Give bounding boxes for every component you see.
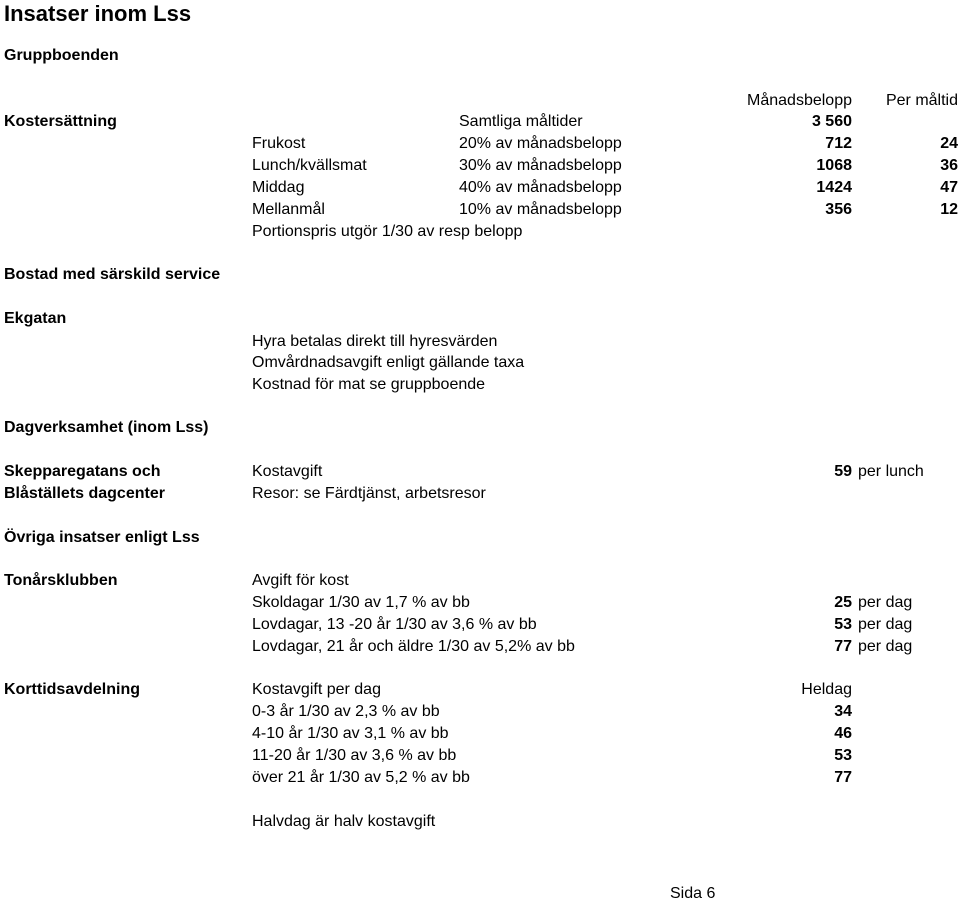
dagcenter-label-line1: Skepparegatans och	[4, 463, 161, 480]
meal-name: Frukost	[252, 135, 306, 152]
kort-row-text: 4-10 år 1/30 av 3,1 % av bb	[252, 725, 449, 742]
meal-monthly: 356	[825, 201, 852, 218]
section-heading-bostad: Bostad med särskild service	[4, 266, 221, 283]
tonars-intro: Avgift för kost	[252, 572, 349, 589]
column-header-monthly: Månadsbelopp	[747, 92, 852, 109]
bostad-line: Omvårdnadsavgift enligt gällande taxa	[252, 354, 525, 371]
resor-note: Resor: se Färdtjänst, arbetsresor	[252, 485, 486, 502]
kort-row-value: 53	[834, 747, 852, 764]
kort-row-text: 0-3 år 1/30 av 2,3 % av bb	[252, 703, 440, 720]
meal-share: 20% av månadsbelopp	[459, 135, 622, 152]
meal-monthly: 1068	[816, 157, 852, 174]
meal-per-meal: 36	[940, 157, 958, 174]
kostavgift-unit: per lunch	[858, 463, 924, 480]
tonarsklubben-label: Tonårsklubben	[4, 572, 118, 589]
tonars-row-value: 77	[834, 638, 852, 655]
kort-row-value: 46	[834, 725, 852, 742]
meal-monthly: 712	[825, 135, 852, 152]
kort-column-heldag: Heldag	[801, 681, 852, 698]
tonars-row-value: 53	[834, 616, 852, 633]
section-heading-gruppboenden: Gruppboenden	[4, 47, 119, 64]
kostersattning-label: Kostersättning	[4, 113, 117, 130]
meal-share: 40% av månadsbelopp	[459, 179, 622, 196]
meal-name: Middag	[252, 179, 305, 196]
halvdag-note: Halvdag är halv kostavgift	[252, 813, 436, 830]
meal-share: 10% av månadsbelopp	[459, 201, 622, 218]
column-header-per-meal: Per måltid	[885, 92, 958, 109]
meal-per-meal: 47	[940, 179, 958, 196]
section-heading-ovriga: Övriga insatser enligt Lss	[4, 529, 200, 546]
tonars-row-unit: per dag	[858, 594, 913, 611]
page-title: Insatser inom Lss	[4, 1, 192, 26]
meal-share: 30% av månadsbelopp	[459, 157, 622, 174]
ekgatan-label: Ekgatan	[4, 310, 67, 327]
section-heading-dagverksamhet: Dagverksamhet (inom Lss)	[4, 419, 209, 436]
tonars-row-unit: per dag	[858, 616, 913, 633]
meal-per-meal: 24	[940, 135, 958, 152]
meal-name: Lunch/kvällsmat	[252, 157, 367, 174]
korttidsavdelning-label: Korttidsavdelning	[4, 681, 141, 698]
kort-row-text: 11-20 år 1/30 av 3,6 % av bb	[252, 747, 457, 764]
tonars-row-text: Skoldagar 1/30 av 1,7 % av bb	[252, 594, 470, 611]
kort-row-text: över 21 år 1/30 av 5,2 % av bb	[252, 769, 470, 786]
bostad-line: Hyra betalas direkt till hyresvärden	[252, 333, 498, 350]
dagcenter-label-line2: Blåställets dagcenter	[4, 485, 165, 502]
tonars-row-text: Lovdagar, 21 år och äldre 1/30 av 5,2% av bb	[252, 638, 575, 655]
kort-row-value: 34	[834, 703, 852, 720]
all-meals-amount: 3 560	[811, 113, 852, 130]
meal-name: Mellanmål	[252, 201, 325, 218]
all-meals-label: Samtliga måltider	[459, 113, 583, 130]
meal-monthly: 1424	[816, 179, 852, 196]
bostad-line: Kostnad för mat se gruppboende	[252, 376, 486, 393]
kostavgift-label: Kostavgift	[252, 463, 323, 480]
kort-row-value: 77	[834, 769, 852, 786]
kostavgift-value: 59	[834, 463, 852, 480]
tonars-row-text: Lovdagar, 13 -20 år 1/30 av 3,6 % av bb	[252, 616, 537, 633]
meal-per-meal: 12	[940, 201, 958, 218]
tonars-row-unit: per dag	[858, 638, 913, 655]
page-number: Sida 6	[670, 885, 716, 902]
portion-note: Portionspris utgör 1/30 av resp belopp	[252, 223, 523, 240]
tonars-row-value: 25	[834, 594, 852, 611]
kort-intro: Kostavgift per dag	[252, 681, 381, 698]
